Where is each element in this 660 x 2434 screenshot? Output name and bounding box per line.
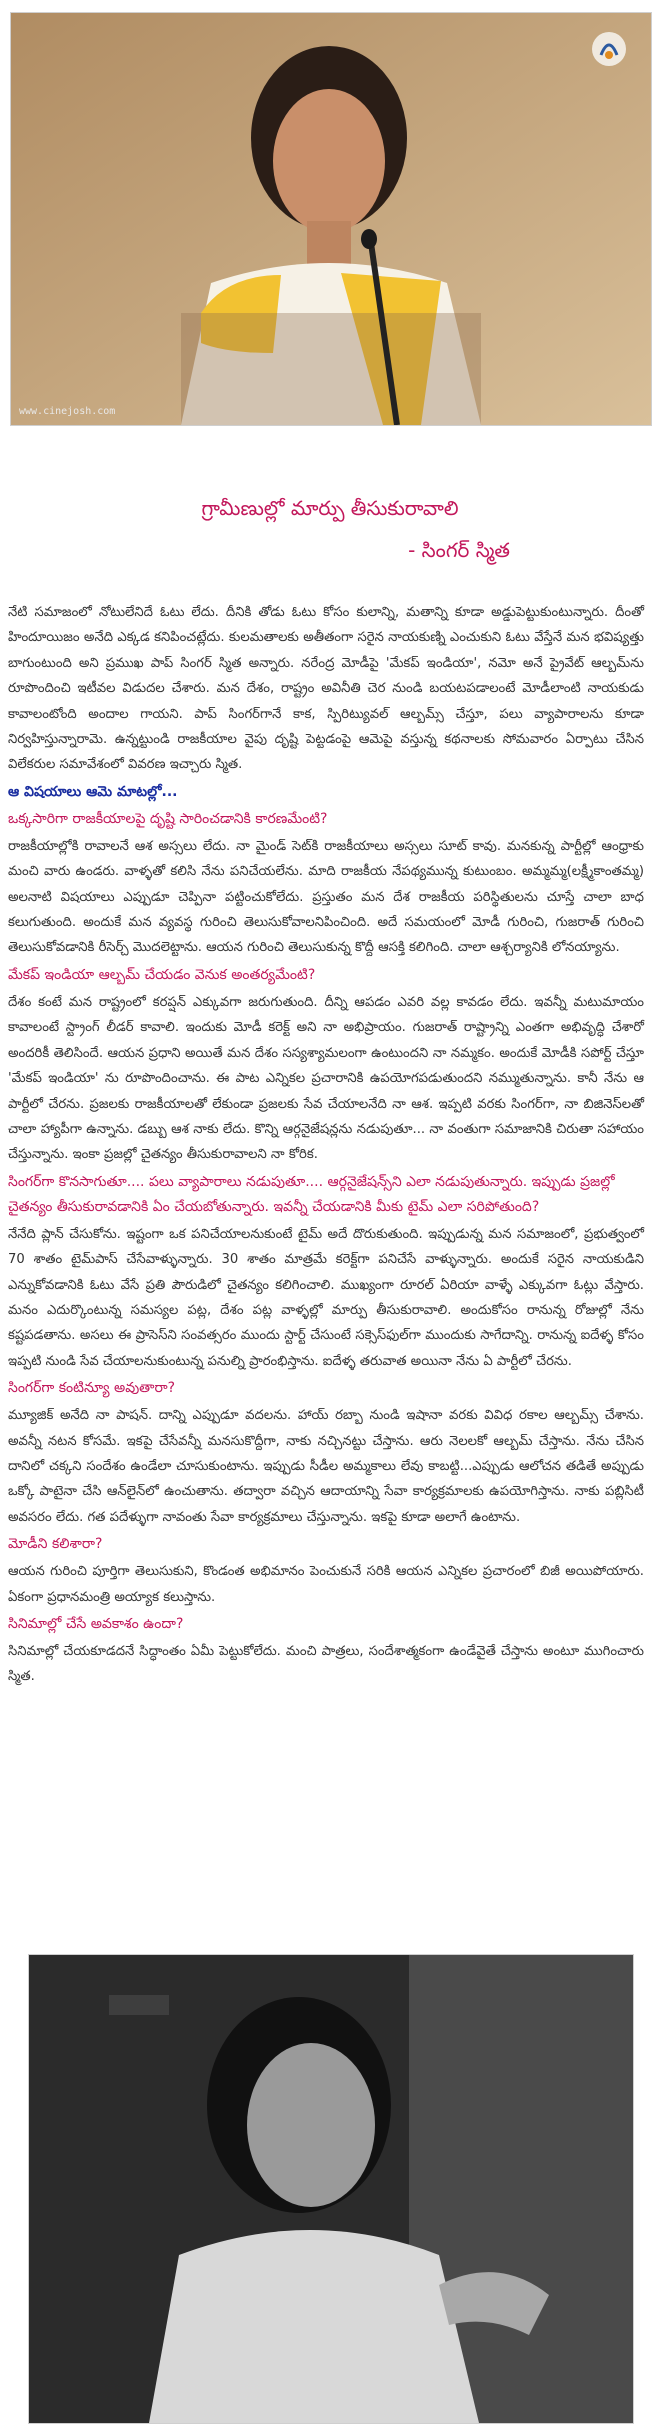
interview-question: ఒక్కసారిగా రాజకీయాలపై దృష్టి సారించడానికి కారణమేంటి? [8,810,328,827]
article-paragraph: రాజకీయాల్లోకి రావాలనే ఆశ అస్సలు లేదు. నా మైండ్ సెట్‌కి రాజకీయాలు అస్సలు సూట్ కావు. మనకున్న పార్టీల్లో ఆంధ్రాకు మంచి వారు ఉండరు. వాళ్ళతో కలిసి నేను పనిచేయలేను. మాది రాజకీయ నేపథ్యమున్న కుటుంబం. అమ్మమ్మ(లక్ష్మీకాంతమ్మ) అలనాటి విషయాలు ఎప్పుడూ చెప్పినా పట్టించుకోలేదు. ప్రస్తుతం మన దేశ రాజకీయ పరిస్థితులను చూస్తే చాలా బాధ కలుగుతుంది. అందుకే మన వ్యవస్థ గురించి తెలుసుకోవాలనిపించింది. అదే సమయంలో మోడీ గురించి, గుజరాత్ గురించి తెలుసుకోవడానికి రీసెర్చ్ మొదలెట్టాను. ఆయన గురించి తెలుసుకున్న కొద్దీ ఆసక్తి కలిగింది. చాలా ఆశ్చర్యానికి లోనయ్యాను. [8,838,644,956]
article-paragraph: సినిమాల్లో చేయకూడదనే సిద్ధాంతం ఏమీ పెట్టుకోలేదు. మంచి పాత్రలు, సందేశాత్మకంగా ఉండేవైతే చేస్తాను అంటూ ముగించారు స్మిత. [8,1644,644,1685]
interview-question: మోడీని కలిశారా? [8,1536,103,1553]
article-title-block [0,492,660,566]
interview-question: సినిమాల్లో చేసే అవకాశం ఉందా? [8,1616,184,1632]
singer-photo-bottom [28,1954,634,2424]
singer-bw-portrait-illustration [29,1955,633,2423]
singer-portrait-illustration [11,13,651,425]
cinejosh-logo-icon [589,29,629,69]
interview-question: సింగర్‌గా కంటిన్యూ అవుతారా? [8,1380,176,1397]
article-paragraph: దేశం కంటే మన రాష్ట్రంలో కరప్షన్ ఎక్కువగా జరుగుతుంది. దీన్ని ఆపడం ఎవరి వల్ల కావడం లేదు. ఇవన్నీ మటుమాయం కావాలంటే స్ట్రాంగ్ లీడర్ కావాలి. ఇందుకు మోడీ కరెక్ట్ అని నా అభిప్రాయం. గుజరాత్ రాష్ట్రాన్ని ఎంతగా అభివృద్ధి చేశారో అందరికీ తెలిసిందే. ఆయన ప్రధాని అయితే మన దేశం సస్యశ్యామలంగా ఉంటుందని నా నమ్మకం. అందుకే మోడీకి సపోర్ట్ చేస్తూ 'మేకప్ ఇండియా' ను రూపొందించాను. ఈ పాట ఎన్నికల ప్రచారానికి ఉపయోగపడుతుందని నమ్ముతున్నాను. కానీ నేను ఆ పార్టీలో చేరను. ప్రజలకు రాజకీయాలతో లేకుండా ప్రజలకు సేవ చేయాలనేది నా ఆశ. ఇప్పటి వరకు సింగర్‌గా, నా బిజినెస్‌లతో చాలా హ్యాపీగా ఉన్నాను. డబ్బు ఆశ నాకు లేదు. కొన్ని ఆర్గనైజేషన్లను నడుపుతూ... నా వంతుగా సమాజానికి చిరుతా సహాయం చేస్తున్నాను. ఇంకా ప్రజల్లో చైతన్యం తీసుకురావాలని నా కోరిక. [8,994,644,1163]
article-paragraph: నేనేది ప్లాన్ చేసుకోను. ఇష్టంగా ఒక పనిచేయాలనుకుంటే టైమ్ అదే దొరుకుతుంది. ఇప్పుడున్న మన సమాజంలో, ప్రభుత్వంలో 70 శాతం టైమ్‌పాస్ చేసేవాళ్ళున్నారు. 30 శాతం మాత్రమే కరెక్ట్‌గా పనిచేసే వాళ్ళున్నారు. అందుకే సరైన నాయకుడిని ఎన్నుకోవడానికి ఓటు వేసే ప్రతి పౌరుడిలో చైతన్యం కలిగించాలి. ముఖ్యంగా రూరల్ ఏరియా వాళ్ళే ఎక్కువగా ఓట్లు వేస్తారు. మనం ఎదుర్కొంటున్న సమస్యల పట్ల, దేశం పట్ల వాళ్ళల్లో మార్పు తీసుకురావాలి. అందుకోసం రానున్న రోజుల్లో నేను కష్టపడతాను. అసలు ఈ ప్రాసెస్‌ని సంవత్సరం ముందు స్టార్ట్ చేసుంటే సక్సెస్‌ఫుల్‌గా ముందుకు సాగేదాన్ని. రానున్న ఐదేళ్ళ కోసం ఇప్పటి నుండి సేవ చేయాలనుకుంటున్న పనుల్ని ప్రారంభిస్తాను. ఐదేళ్ళ తరువాత అయినా నేను ఏ పార్టీలో చేరను. [8,1226,644,1369]
article-paragraph: మ్యూజిక్ అనేది నా పాషన్. దాన్ని ఎప్పుడూ వదలను. హాయ్ రబ్బా నుండి ఇషానా వరకు వివిధ రకాల ఆల్బమ్స్ చేశాను. అవన్నీ నటన కోసమే. ఇకపై చేసేవన్నీ మనసుకొద్దీగా, నాకు నచ్చినట్టు చేస్తాను. ఆరు నెలలకో ఆల్బమ్ చేస్తాను. నేను చేసిన దానిలో చక్కని సందేశం ఉండేలా చూసుకుంటాను. ఇప్పుడు సీడీల అమ్మకాలు లేవు కాబట్టి...ఎప్పుడు ఆలోచన తడితే అప్పుడు ఒక్కో పాటైనా చేసి ఆన్‌లైన్‌లో ఉంచుతాను. తద్వారా వచ్చిన ఆదాయాన్ని సేవా కార్యక్రమాలకు ఉపయోగిస్తాను. నాకు పబ్లిసిటీ అవసరం లేదు. గత పదేళ్ళుగా నావంతు సేవా కార్యక్రమాలు చేస్తున్నాను. ఇకపై కూడా అలాగే ఉంటాను. [8,1408,644,1525]
article-title: గ్రామీణుల్లో మార్పు తీసుకురావాలి [201,496,459,520]
article-paragraph: ఆయన గురించి పూర్తిగా తెలుసుకుని, కొండంత అభిమానం పెంచుకునే సరికి ఆయన ఎన్నికల ప్రచారంలో బిజీ అయిపోయారు. ఏకంగా ప్రధానమంత్రి అయ్యాక కలుస్తాను. [8,1564,644,1605]
section-subheading: ఆ విషయాలు ఆమె మాటల్లో... [8,783,178,800]
article-byline: - సింగర్ స్మిత [408,538,510,562]
watermark-text: www.cinejosh.com [19,406,116,417]
interview-question: మేకప్ ఇండియా ఆల్బమ్ చేయడం వెనుక అంతర్యమేంటి? [8,966,316,983]
interview-question: సింగర్‌గా కొనసాగుతూ.... పలు వ్యాపారాలు నడుపుతూ.... ఆర్గనైజేషన్స్‌ని ఎలా నడుపుతున్నారు. ఇప్పుడు ప్రజల్లో చైతన్యం తీసుకురావడానికి ఏం చేయబోతున్నారు. ఇవన్నీ చేయడానికి మీకు టైమ్ ఎలా సరిపోతుంది? [8,1173,615,1215]
article-body [8,600,644,1690]
singer-photo-top [10,12,652,426]
article-paragraph: నేటి సమాజంలో నోటులేనిదే ఓటు లేదు. దీనికి తోడు ఓటు కోసం కులాన్ని, మతాన్ని కూడా అడ్డుపెట్టుకుంటున్నారు. దీంతో హిందూయిజం అనేది ఎక్కడ కనిపించట్లేదు. కులమతాలకు అతీతంగా సరైన నాయకుణ్ని ఎంచుకుని ఓటు వేస్తేనే మన భవిష్యత్తు బాగుంటుంది అని ప్రముఖ పాప్ సింగర్ స్మిత అన్నారు. నరేంద్ర మోడీపై 'మేకప్ ఇండియా', నమో అనే ప్రైవేట్ ఆల్బమ్‌ను రూపొందించి ఇటీవల విడుదల చేశారు. మన దేశం, రాష్ట్రం అవినీతి చెర నుండి బయటపడాలంటే మోడీలాంటి నాయకుడు కావాలంటోంది అందాల గాయని. పాప్ సింగర్‌గానే కాక, స్పిరిట్యువల్ ఆల్బమ్స్ చేస్తూ, పలు వ్యాపారాలను కూడా నిర్వహిస్తున్నారామె. ఉన్నట్టుండి రాజకీయాల వైపు దృష్టి పెట్టడంపై ఆమెపై వస్తున్న కథనాలకు సోమవారం ఏర్పాటు చేసిన విలేకరుల సమావేశంలో వివరణ ఇచ్చారు స్మిత. [8,605,644,773]
